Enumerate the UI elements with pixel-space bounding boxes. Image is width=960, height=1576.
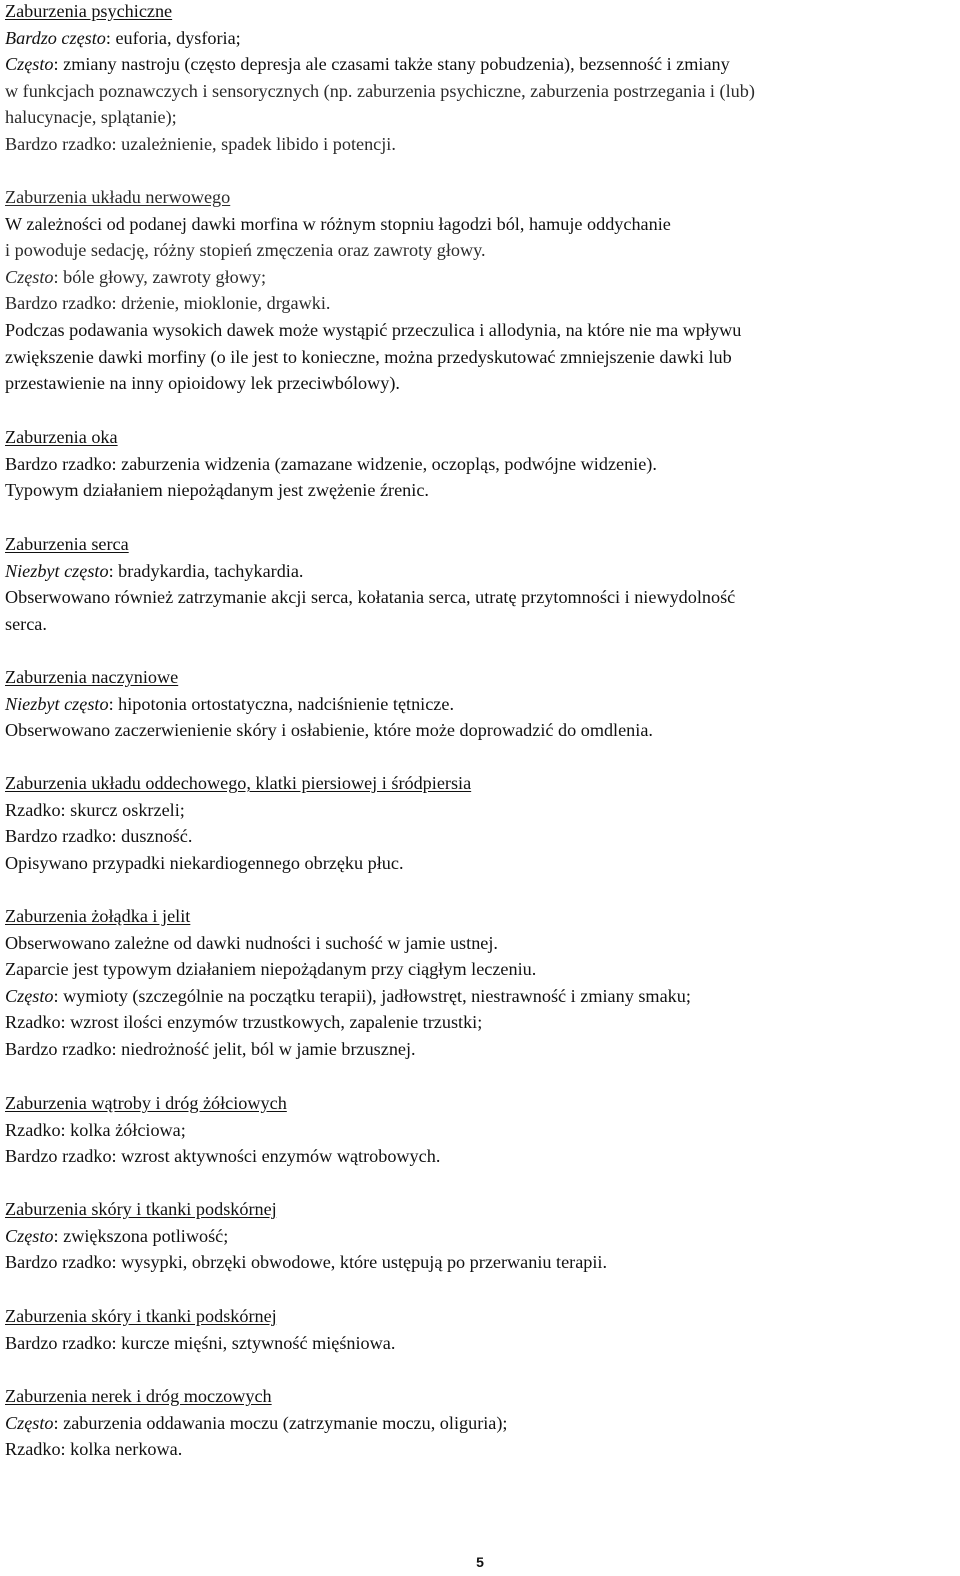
text-line: zwiększenie dawki morfiny (o ile jest to konieczne, można przedyskutować zmniejszenie dawki lub <box>5 346 732 367</box>
text-line: Bardzo rzadko: wysypki, obrzęki obwodowe, które ustępują po przerwaniu terapii. <box>5 1252 608 1273</box>
text-line: Bardzo rzadko: kurcze mięśni, sztywność mięśniowa. <box>5 1332 396 1353</box>
text-line: Często: wymioty (szczególnie na początku terapii), jadłowstręt, niestrawność i zmiany smaku; <box>5 985 691 1006</box>
text-line: Typowym działaniem niepożądanym jest zwężenie źrenic. <box>5 480 429 501</box>
text-line: Często: zaburzenia oddawania moczu (zatrzymanie moczu, oliguria); <box>5 1412 508 1433</box>
text-line: Zaparcie jest typowym działaniem niepożądanym przy ciągłym leczeniu. <box>5 959 537 980</box>
text-line: w funkcjach poznawczych i sensorycznych (np. zaburzenia psychiczne, zaburzenia postrzegania i (lub) <box>5 80 755 101</box>
section-psychiatric <box>5 0 956 158</box>
section-heart <box>5 531 956 637</box>
section-respiratory <box>5 770 956 876</box>
frequency-label: Często <box>5 266 54 287</box>
frequency-label: Często <box>5 1225 54 1246</box>
text-line: Bardzo rzadko: niedrożność jelit, ból w jamie brzusznej. <box>5 1038 416 1059</box>
text-line: przestawienie na inny opioidowy lek przeciwbólowy). <box>5 373 400 394</box>
section-heading: Zaburzenia wątroby i dróg żółciowych <box>5 1093 287 1113</box>
text-line: Bardzo rzadko: zaburzenia widzenia (zamazane widzenie, oczopląs, podwójne widzenie). <box>5 453 657 474</box>
section-heading: Zaburzenia żołądka i jelit <box>5 906 191 926</box>
text-line: Obserwowano również zatrzymanie akcji serca, kołatania serca, utratę przytomności i niewydolność <box>5 587 736 608</box>
text-line: Bardzo rzadko: drżenie, mioklonie, drgawki. <box>5 293 331 314</box>
text-line: Bardzo rzadko: wzrost aktywności enzymów wątrobowych. <box>5 1146 441 1167</box>
text-line: Niezbyt często: hipotonia ortostatyczna, nadciśnienie tętnicze. <box>5 693 455 714</box>
text-line: Obserwowano zaczerwienienie skóry i osłabienie, które może doprowadzić do omdlenia. <box>5 720 653 741</box>
frequency-label: Często <box>5 985 54 1006</box>
section-heading: Zaburzenia psychiczne <box>5 1 173 21</box>
section-gastrointestinal <box>5 903 956 1063</box>
section-heading: Zaburzenia naczyniowe <box>5 667 179 687</box>
section-nervous-system <box>5 184 956 397</box>
text-line: W zależności od podanej dawki morfina w różnym stopniu łagodzi ból, hamuje oddychanie <box>5 213 671 234</box>
text-line: Często: zmiany nastroju (często depresja ale czasami także stany pobudzenia), bezsenność i zmiany <box>5 54 730 75</box>
section-renal <box>5 1383 956 1463</box>
section-musculoskeletal <box>5 1303 956 1356</box>
text-line: halucynacje, splątanie); <box>5 107 177 128</box>
frequency-label: Niezbyt często <box>5 693 109 714</box>
frequency-label: Niezbyt często <box>5 560 109 581</box>
text-line: Rzadko: skurcz oskrzeli; <box>5 799 185 820</box>
text-line: Bardzo rzadko: duszność. <box>5 826 193 847</box>
text-line: Niezbyt często: bradykardia, tachykardia. <box>5 560 304 581</box>
text-line: Podczas podawania wysokich dawek może wystąpić przeczulica i allodynia, na które nie ma wpływu <box>5 319 742 340</box>
section-heading: Zaburzenia nerek i dróg moczowych <box>5 1386 272 1406</box>
section-vascular <box>5 664 956 744</box>
section-heading: Zaburzenia skóry i tkanki podskórnej <box>5 1199 277 1219</box>
section-heading: Zaburzenia skóry i tkanki podskórnej <box>5 1306 277 1326</box>
frequency-label: Bardzo często <box>5 27 106 48</box>
text-line: i powoduje sedację, różny stopień zmęczenia oraz zawroty głowy. <box>5 240 486 261</box>
section-heading: Zaburzenia układu nerwowego <box>5 187 231 207</box>
text-line: Rzadko: wzrost ilości enzymów trzustkowych, zapalenie trzustki; <box>5 1012 483 1033</box>
text-line: Często: bóle głowy, zawroty głowy; <box>5 266 267 287</box>
section-heading: Zaburzenia układu oddechowego, klatki piersiowej i śródpiersia <box>5 773 472 793</box>
text-line: Rzadko: kolka nerkowa. <box>5 1439 183 1460</box>
text-line: serca. <box>5 613 47 634</box>
section-heading: Zaburzenia serca <box>5 534 129 554</box>
text-line: Często: zwiększona potliwość; <box>5 1225 229 1246</box>
section-skin <box>5 1196 956 1276</box>
text-line: Bardzo rzadko: uzależnienie, spadek libido i potencji. <box>5 133 396 154</box>
text-line: Obserwowano zależne od dawki nudności i suchość w jamie ustnej. <box>5 932 498 953</box>
frequency-label: Często <box>5 54 54 75</box>
text-line: Rzadko: kolka żółciowa; <box>5 1119 186 1140</box>
frequency-label: Często <box>5 1412 54 1433</box>
text-line: Bardzo często: euforia, dysforia; <box>5 27 241 48</box>
text-line: Opisywano przypadki niekardiogennego obrzęku płuc. <box>5 852 404 873</box>
section-heading: Zaburzenia oka <box>5 427 118 447</box>
page-number: 5 <box>476 1554 484 1570</box>
section-eye <box>5 424 956 504</box>
section-hepatobiliary <box>5 1090 956 1170</box>
